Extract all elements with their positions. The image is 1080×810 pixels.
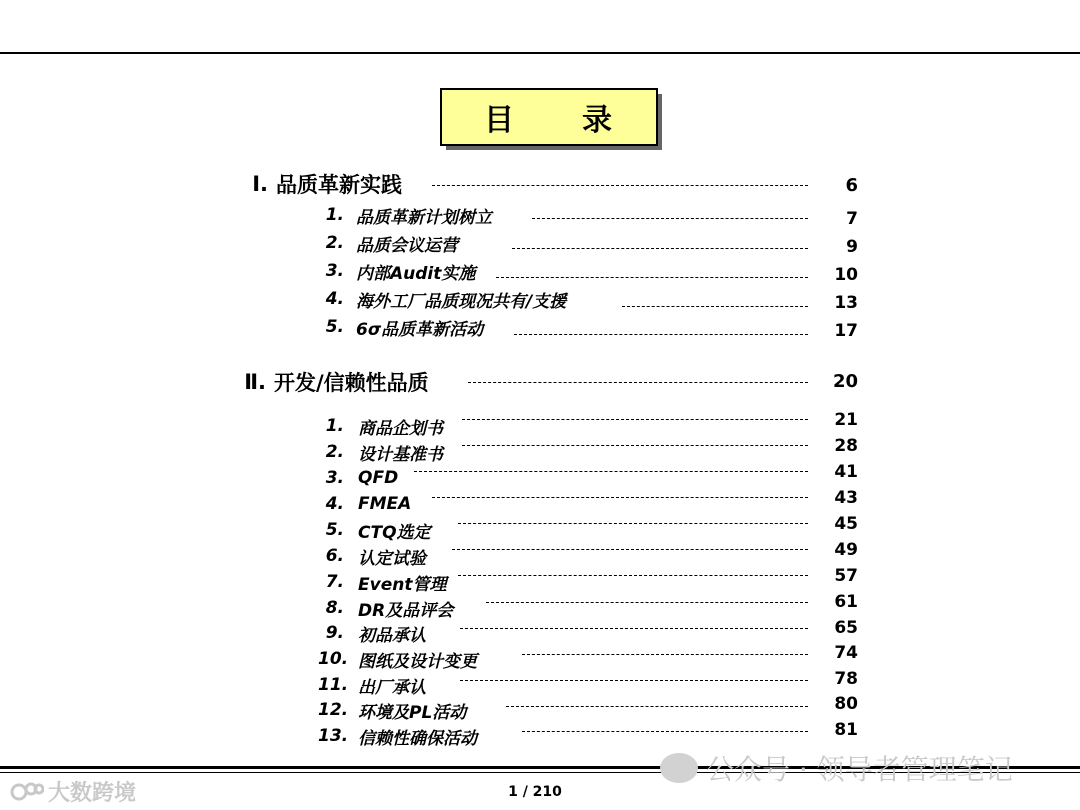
page-indicator: 1 / 210 (508, 784, 562, 800)
item-page: 81 (834, 720, 858, 740)
toc-item[interactable]: 6. 认定试验 (318, 544, 426, 568)
dot-leader (460, 680, 808, 681)
dot-leader (458, 575, 808, 576)
toc-item[interactable]: 3. 内部Audit实施 (318, 259, 475, 283)
item-page: 41 (834, 462, 858, 482)
item-page: 74 (834, 643, 858, 663)
item-label: 图纸及设计变更 (358, 651, 477, 672)
watermark-right (660, 748, 1013, 788)
toc-item[interactable]: 5. CTQ选定 (318, 518, 431, 542)
toc-item[interactable]: 3. QFD (325, 468, 399, 488)
toc-section-1[interactable] (228, 172, 402, 196)
item-page: 9 (846, 237, 858, 257)
toc-item[interactable]: 13. 信赖性确保活动 (318, 724, 477, 748)
dot-leader (432, 497, 808, 498)
item-page: 10 (834, 265, 858, 285)
item-page: 61 (834, 592, 858, 612)
dot-leader (486, 602, 808, 603)
dot-leader (522, 731, 808, 732)
item-label: 海外工厂品质现况共有/支援 (356, 291, 567, 312)
dot-leader (458, 523, 808, 524)
item-label: 信赖性确保活动 (358, 728, 477, 749)
item-page: 80 (834, 694, 858, 714)
item-label: 设计基准书 (358, 444, 443, 465)
section-number: Ⅰ. (252, 172, 268, 196)
toc-item[interactable]: 4. 海外工厂品质现况共有/支援 (318, 287, 566, 311)
toc-item[interactable]: 12. 环境及PL活动 (318, 698, 466, 722)
item-label: FMEA (358, 494, 412, 514)
dot-leader (514, 334, 808, 335)
item-label: Event管理 (358, 574, 447, 595)
item-page: 49 (834, 540, 858, 560)
dot-leader (452, 549, 808, 550)
toc-item[interactable]: 2. 品质会议运营 (318, 231, 458, 255)
item-label: DR及品评会 (358, 600, 454, 621)
item-label: 商品企划书 (358, 418, 443, 439)
toc-item[interactable]: 7. Event管理 (318, 570, 446, 594)
item-page: 13 (834, 293, 858, 313)
dot-leader (462, 419, 808, 420)
item-page: 78 (834, 669, 858, 689)
wechat-icon (660, 753, 698, 783)
item-label: 品质革新计划树立 (356, 207, 492, 228)
toc-item[interactable]: 4. FMEA (325, 494, 412, 514)
top-rule (0, 52, 1080, 54)
toc-item[interactable]: 2. 设计基准书 (318, 440, 443, 464)
dot-leader (496, 277, 808, 278)
dot-leader (414, 471, 808, 472)
toc-item[interactable]: 11. 出厂承认 (318, 673, 426, 697)
item-page: 21 (834, 410, 858, 430)
item-label: 环境及PL活动 (358, 702, 467, 723)
dot-leader (432, 185, 808, 186)
section-label: 开发/信赖性品质 (274, 371, 429, 395)
title-char-right: 录 (582, 103, 614, 138)
item-page: 17 (834, 321, 858, 341)
watermark-left (10, 776, 136, 807)
logo-icon (10, 781, 44, 803)
section-page: 20 (832, 371, 858, 392)
toc-item[interactable]: 8. DR及品评会 (318, 596, 453, 620)
item-label: 内部Audit实施 (356, 263, 476, 284)
section-page: 6 (845, 175, 858, 196)
item-label: QFD (358, 468, 399, 488)
item-page: 7 (846, 209, 858, 229)
item-page: 57 (834, 566, 858, 586)
item-page: 28 (834, 436, 858, 456)
toc-item[interactable]: 10. 图纸及设计变更 (318, 647, 477, 671)
dot-leader (522, 654, 808, 655)
dot-leader (462, 445, 808, 446)
item-label: 6σ品质革新活动 (356, 319, 484, 340)
page-title (440, 88, 658, 146)
toc-item[interactable]: 5. 6σ品质革新活动 (318, 315, 483, 339)
item-page: 45 (834, 514, 858, 534)
item-page: 43 (834, 488, 858, 508)
section-number: Ⅱ. (244, 370, 266, 394)
toc-item[interactable]: 1. 品质革新计划树立 (318, 203, 492, 227)
dot-leader (506, 706, 808, 707)
toc-item[interactable]: 9. 初品承认 (318, 621, 426, 645)
section-label: 品质革新实践 (276, 173, 402, 197)
item-label: 初品承认 (358, 625, 426, 646)
dot-leader (468, 382, 808, 383)
dot-leader (512, 248, 808, 249)
watermark-right-text: 公众号 · 领导者管理笔记 (706, 753, 1013, 786)
item-label: 出厂承认 (358, 677, 426, 698)
title-char-left: 目 (484, 103, 516, 138)
item-page: 65 (834, 618, 858, 638)
item-label: CTQ选定 (358, 522, 431, 543)
dot-leader (622, 306, 808, 307)
dot-leader (460, 628, 808, 629)
dot-leader (532, 218, 808, 219)
item-label: 认定试验 (358, 548, 426, 569)
item-label: 品质会议运营 (356, 235, 458, 256)
toc-item[interactable]: 1. 商品企划书 (318, 414, 443, 438)
toc-section-2[interactable] (222, 370, 429, 394)
watermark-left-text: 大数跨境 (48, 781, 137, 806)
